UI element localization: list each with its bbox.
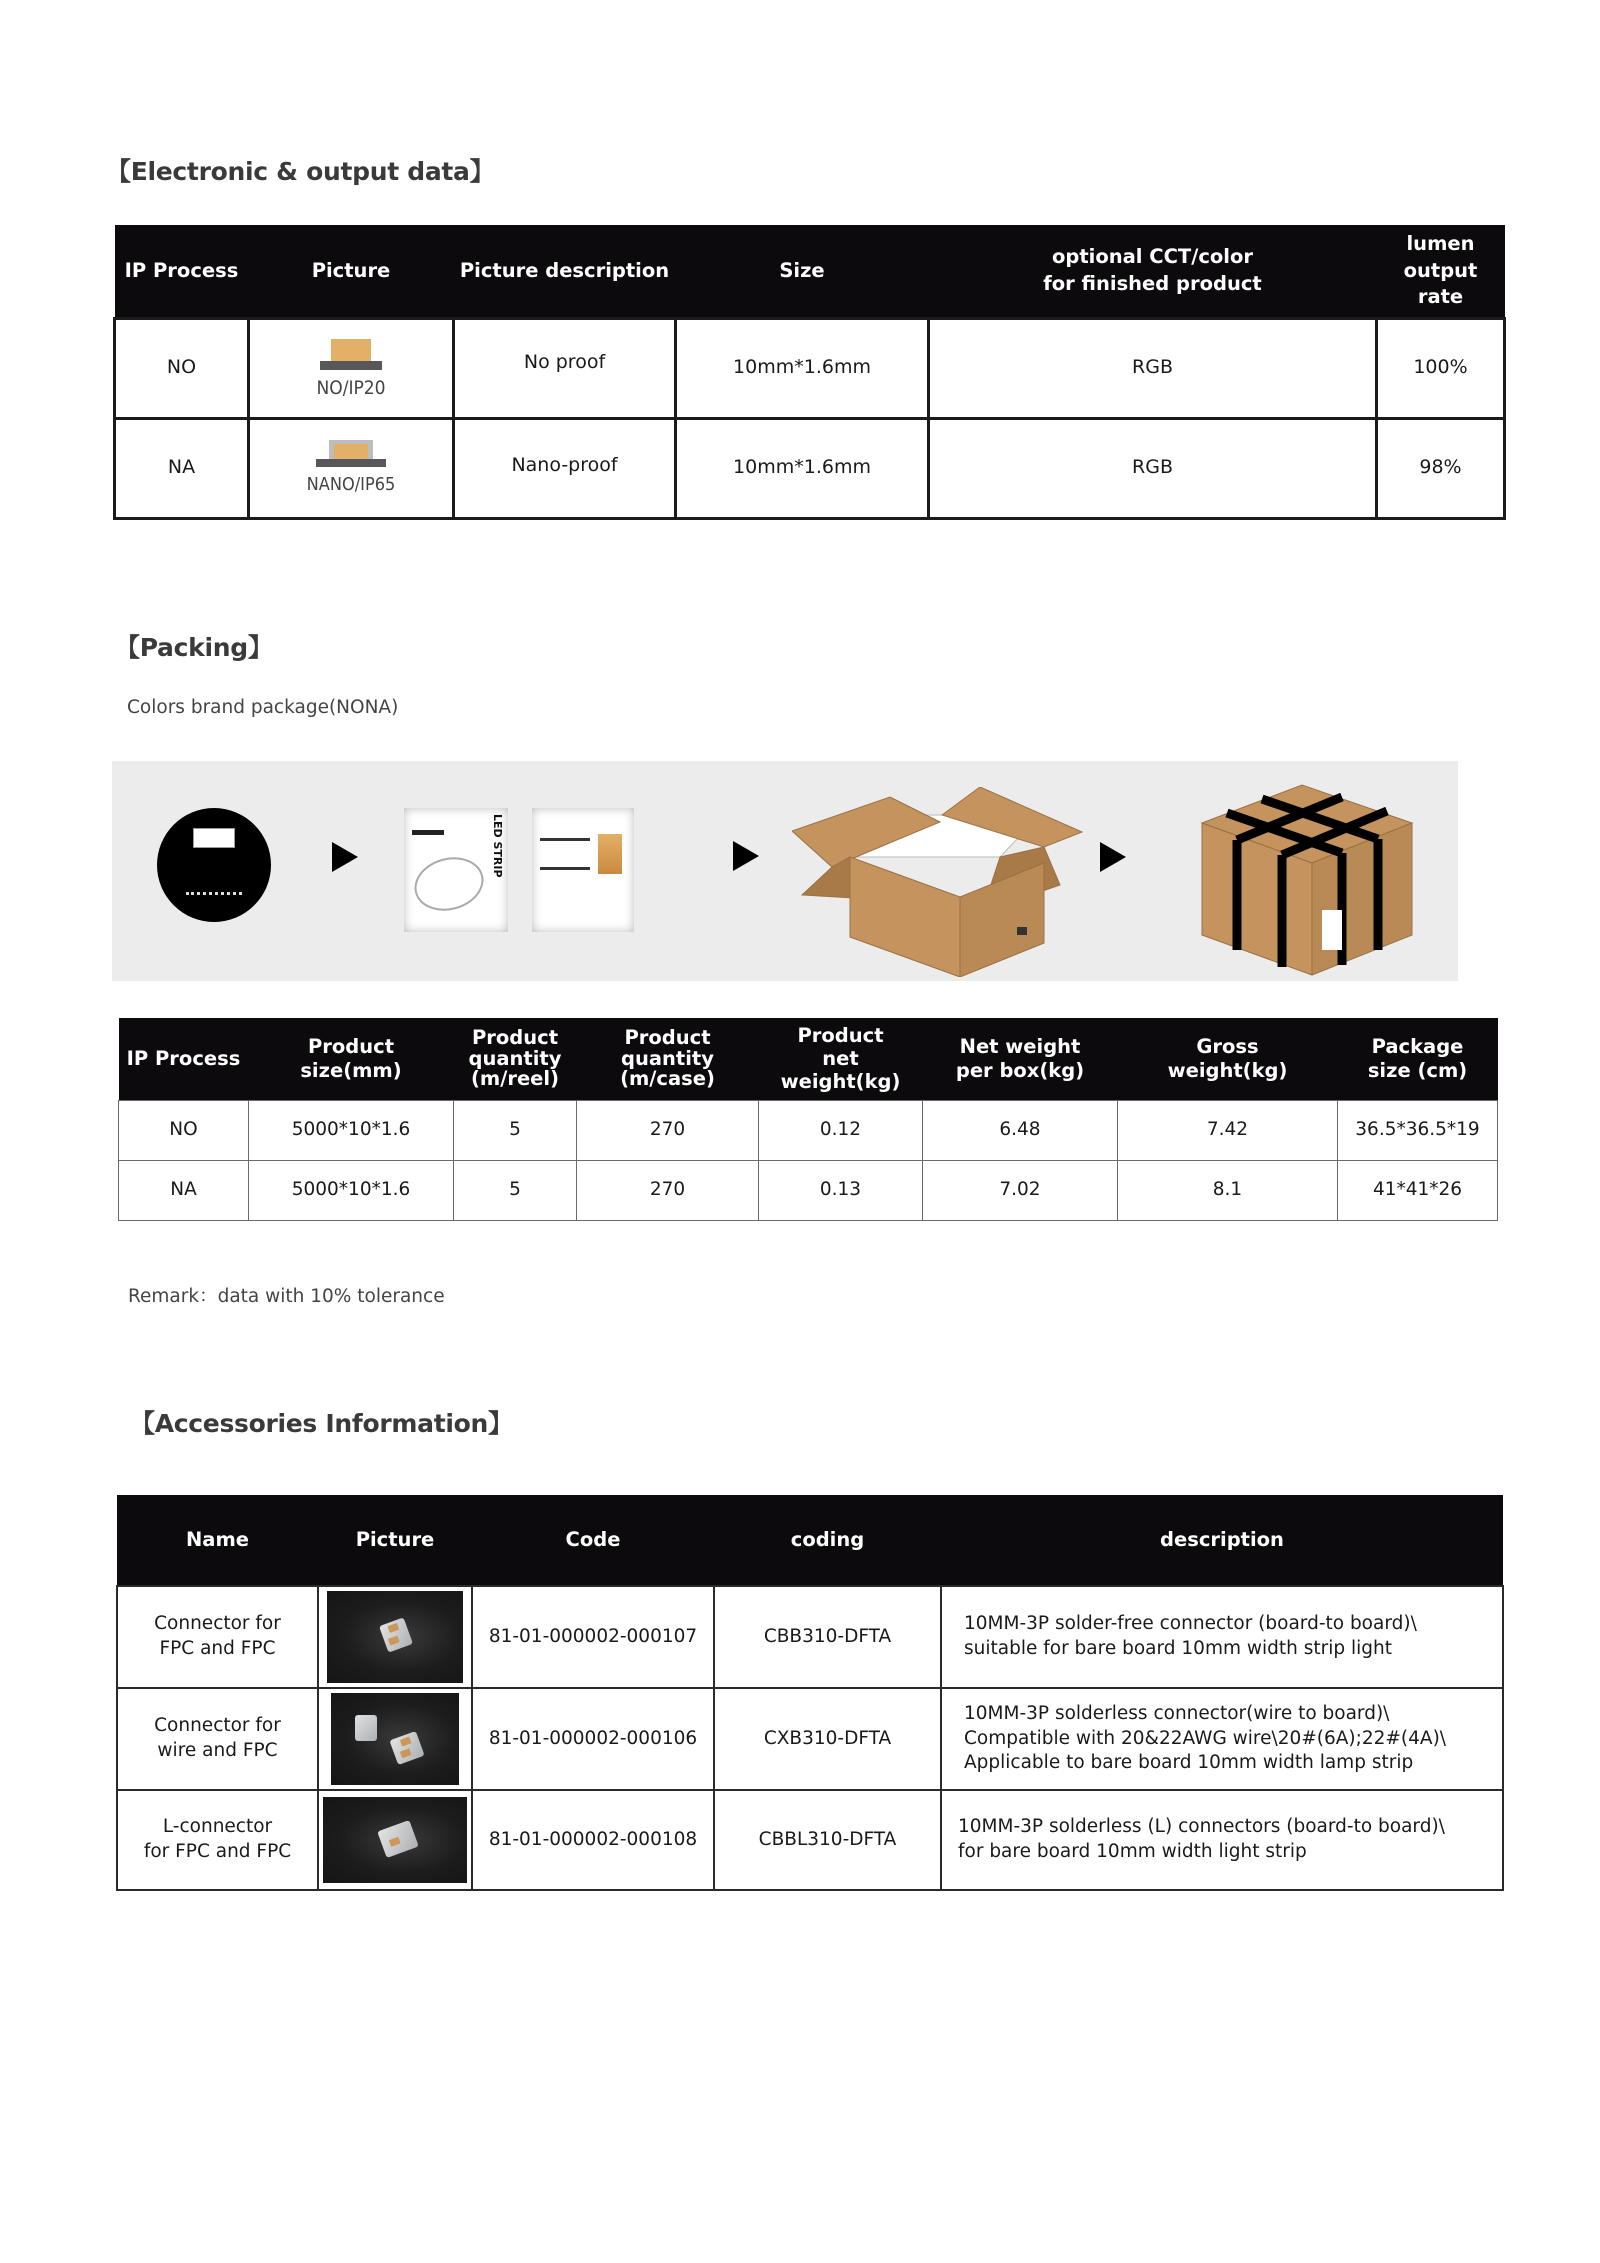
pcb-board-icon xyxy=(316,459,386,467)
header-line: Package xyxy=(1371,1035,1464,1059)
header-description: description xyxy=(941,1495,1503,1586)
header-line: Product xyxy=(624,1026,711,1050)
header-qty-reel xyxy=(454,1018,577,1100)
strip-bag-back-icon xyxy=(532,808,634,932)
cell-coding: CXB310-DFTA xyxy=(714,1688,941,1790)
connector-photo-icon xyxy=(327,1591,463,1683)
packing-remark: Remark：data with 10% tolerance xyxy=(128,1286,445,1307)
header-coding: coding xyxy=(714,1495,941,1586)
name-line: Connector for xyxy=(154,1613,281,1635)
description-line: 10MM-3P solderless connector(wire to board)\ xyxy=(964,1702,1390,1724)
packing-process-strip xyxy=(112,761,1458,981)
cell-gross-weight: 7.42 xyxy=(1118,1100,1338,1160)
led-chip-icon xyxy=(331,339,371,361)
cell-description: No proof xyxy=(454,318,676,418)
header-line: net weight(kg) xyxy=(780,1047,901,1094)
table-row xyxy=(115,418,1505,518)
header-line: (m/reel) xyxy=(470,1066,560,1090)
name-line: L-connector xyxy=(162,1816,273,1838)
cell-package-size: 36.5*36.5*19 xyxy=(1338,1100,1498,1160)
cell-picture xyxy=(318,1688,472,1790)
header-line: Net weight xyxy=(959,1035,1081,1059)
name-line: Connector for xyxy=(154,1715,281,1737)
cell-description xyxy=(941,1790,1503,1890)
header-line: per box(kg) xyxy=(955,1058,1085,1082)
connector-photo-icon xyxy=(323,1797,467,1883)
cell-qty-reel: 5 xyxy=(454,1160,577,1220)
description-line: for bare board 10mm width light strip xyxy=(958,1841,1307,1862)
header-picture-description: Picture description xyxy=(454,225,676,318)
ip65-chip-icon xyxy=(254,438,448,497)
header-line: weight(kg) xyxy=(1167,1058,1288,1082)
strip-bag-icon xyxy=(404,808,508,932)
header-code: Code xyxy=(472,1495,714,1586)
cell-qty-case: 270 xyxy=(577,1160,759,1220)
header-cct-line1: optional CCT/color xyxy=(1052,245,1253,269)
cell-size: 10mm*1.6mm xyxy=(676,318,929,418)
strapped-carton-icon xyxy=(1182,775,1422,980)
header-qty-case xyxy=(577,1018,759,1100)
arrow-right-icon xyxy=(332,842,358,872)
led-chip-icon xyxy=(334,444,368,459)
table-row xyxy=(117,1586,1503,1688)
table-header-row xyxy=(119,1018,1498,1100)
cell-net-weight: 0.12 xyxy=(759,1100,923,1160)
cell-net-per-box: 7.02 xyxy=(923,1160,1118,1220)
header-line: Product xyxy=(797,1023,884,1047)
cell-picture xyxy=(318,1586,472,1688)
accessories-table xyxy=(116,1495,1504,1891)
header-lumen-line1: lumen xyxy=(1406,232,1475,256)
cell-ip-process: NO xyxy=(119,1100,249,1160)
reel-label-icon xyxy=(157,808,271,922)
header-size: Size xyxy=(676,225,929,318)
cell-product-size: 5000*10*1.6 xyxy=(249,1100,454,1160)
header-name: Name xyxy=(117,1495,318,1586)
header-picture: Picture xyxy=(318,1495,472,1586)
reel-sticker-icon xyxy=(193,828,235,848)
picture-label: NANO/IP65 xyxy=(306,474,396,496)
cell-gross-weight: 8.1 xyxy=(1118,1160,1338,1220)
cell-size: 10mm*1.6mm xyxy=(676,418,929,518)
cell-lumen-rate: 100% xyxy=(1377,318,1505,418)
table-row xyxy=(119,1100,1498,1160)
name-line: wire and FPC xyxy=(157,1740,278,1761)
reel-symbols-icon xyxy=(186,892,242,900)
cell-description xyxy=(941,1688,1503,1790)
header-line: size (cm) xyxy=(1367,1058,1468,1082)
packing-table xyxy=(118,1018,1498,1221)
table-row xyxy=(119,1160,1498,1220)
accessories-section-title: 【Accessories Information】 xyxy=(130,1409,513,1438)
header-line: size(mm) xyxy=(300,1058,402,1082)
cell-code: 81-01-000002-000108 xyxy=(472,1790,714,1890)
connector-icon xyxy=(355,1715,377,1741)
cell-name xyxy=(117,1790,318,1890)
description-line: Applicable to bare board 10mm width lamp strip xyxy=(964,1752,1414,1774)
open-carton-icon xyxy=(792,787,1092,977)
header-ip-process: IP Process xyxy=(115,225,249,318)
nano-coating-icon xyxy=(329,440,373,459)
cell-name xyxy=(117,1586,318,1688)
table-row xyxy=(117,1790,1503,1890)
connector-icon xyxy=(389,1731,424,1765)
name-line: FPC and FPC xyxy=(159,1638,276,1659)
description-line: Compatible with 20&22AWG wire\20#(6A);22#(4A)\ xyxy=(964,1727,1447,1749)
description-line: 10MM-3P solderless (L) connectors (board-to board)\ xyxy=(958,1816,1445,1838)
header-package-size xyxy=(1338,1018,1498,1100)
cell-picture xyxy=(249,318,454,418)
header-line: Product xyxy=(471,1026,559,1050)
name-line: for FPC and FPC xyxy=(143,1841,292,1862)
pcb-board-icon xyxy=(320,361,382,370)
header-gross-weight xyxy=(1118,1018,1338,1100)
cell-picture xyxy=(318,1790,472,1890)
cell-package-size: 41*41*26 xyxy=(1338,1160,1498,1220)
cell-cct: RGB xyxy=(929,418,1377,518)
arrow-right-icon xyxy=(733,841,759,871)
coiled-strip-icon xyxy=(408,850,489,918)
cell-product-size: 5000*10*1.6 xyxy=(249,1160,454,1220)
cell-qty-reel: 5 xyxy=(454,1100,577,1160)
arrow-right-icon xyxy=(1100,842,1126,872)
cell-coding: CBBL310-DFTA xyxy=(714,1790,941,1890)
header-lumen-rate xyxy=(1377,225,1505,318)
cell-ip-process: NA xyxy=(119,1160,249,1220)
cell-net-per-box: 6.48 xyxy=(923,1100,1118,1160)
brand-logo-icon xyxy=(412,830,444,835)
header-net-weight xyxy=(759,1018,923,1100)
l-connector-icon xyxy=(377,1820,419,1858)
electronic-section-title: 【Electronic & output data】 xyxy=(106,157,495,186)
cell-picture xyxy=(249,418,454,518)
header-cct-line2: for finished product xyxy=(1043,271,1262,295)
cell-net-weight: 0.13 xyxy=(759,1160,923,1220)
table-row xyxy=(117,1688,1503,1790)
description-line: suitable for bare board 10mm width strip light xyxy=(964,1638,1393,1659)
cell-ip-process: NA xyxy=(115,418,249,518)
cell-cct: RGB xyxy=(929,318,1377,418)
cell-name xyxy=(117,1688,318,1790)
picture-label: NO/IP20 xyxy=(316,376,386,399)
bag-spec-text-icon xyxy=(540,838,590,870)
header-line: Gross xyxy=(1196,1035,1259,1059)
header-line: quantity xyxy=(621,1046,714,1070)
cell-description xyxy=(941,1586,1503,1688)
cell-ip-process: NO xyxy=(115,318,249,418)
connector-photo-icon xyxy=(331,1693,459,1785)
table-header-row xyxy=(115,225,1505,318)
header-line: (m/case) xyxy=(620,1066,715,1090)
header-ip-process: IP Process xyxy=(119,1018,249,1100)
header-net-per-box xyxy=(923,1018,1118,1100)
packing-subtitle: Colors brand package(NONA) xyxy=(127,697,399,718)
header-picture: Picture xyxy=(249,225,454,318)
cell-code: 81-01-000002-000107 xyxy=(472,1586,714,1688)
header-line: quantity xyxy=(468,1046,562,1070)
packing-section-title: 【Packing】 xyxy=(115,633,273,662)
cell-qty-case: 270 xyxy=(577,1100,759,1160)
cell-description: Nano-proof xyxy=(454,418,676,518)
header-cct-color xyxy=(929,225,1377,318)
energy-label-icon xyxy=(598,834,622,874)
table-header-row xyxy=(117,1495,1503,1586)
electronic-output-table xyxy=(113,225,1506,520)
connector-icon xyxy=(379,1617,413,1652)
header-line: Product xyxy=(307,1035,395,1059)
header-lumen-line2: output rate xyxy=(1403,258,1478,308)
cell-lumen-rate: 98% xyxy=(1377,418,1505,518)
header-product-size xyxy=(249,1018,454,1100)
ip20-chip-icon xyxy=(254,335,448,402)
cell-code: 81-01-000002-000106 xyxy=(472,1688,714,1790)
bag-label: LED STRIP xyxy=(491,814,504,878)
cell-coding: CBB310-DFTA xyxy=(714,1586,941,1688)
description-line: 10MM-3P solder-free connector (board-to board)\ xyxy=(964,1613,1417,1635)
table-row xyxy=(115,318,1505,418)
